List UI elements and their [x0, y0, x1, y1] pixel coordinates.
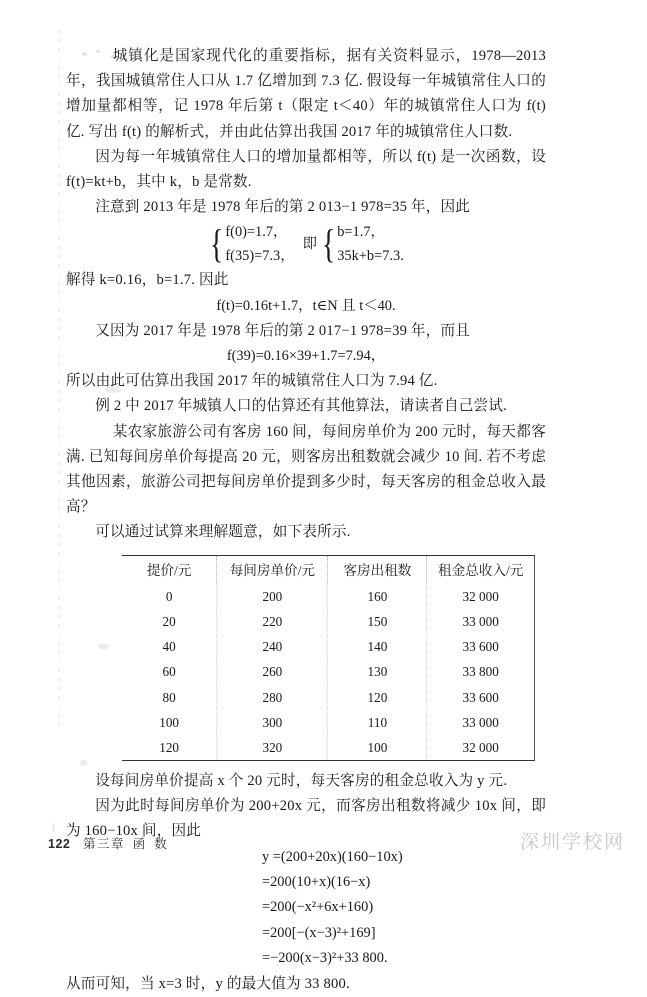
scan-smudge — [52, 823, 55, 832]
trial-calculation-table — [122, 556, 534, 760]
paragraph-note-2017: 又因为 2017 年是 1978 年后的第 2 017−1 978=39 年，而且 — [95, 322, 471, 339]
table-header-cell: 提价/元 — [122, 556, 217, 584]
derivation-line: =200(−x²+6x+160) — [262, 899, 374, 916]
table-cell: 33 600 — [462, 639, 499, 655]
chapter-title: 函 数 — [132, 837, 170, 851]
paragraph-example3-statement: 某农家旅游公司有客房 160 间，每间房单价为 200 元时，每天都客满. 已知每间房单价每提高 20 元，则客房出租数就会减少 10 间. 若不考虑其他因素，旅游公司把每间房单价提到多少时，每天客房的租金总收入最高？ — [66, 423, 546, 516]
table-cell: 260 — [217, 659, 328, 684]
table-row — [122, 735, 534, 760]
paragraph-note-2013: 注意到 2013 年是 1978 年后的第 2 013−1 978=35 年，因此 — [95, 199, 471, 216]
equation-line: b=1.7， — [337, 224, 385, 241]
table-cell: 20 — [122, 609, 217, 634]
table-cell: 32 000 — [462, 739, 499, 755]
table-header-row — [122, 556, 534, 584]
table-cell: 33 800 — [462, 664, 499, 680]
equation-ft: f(t)=0.16t+1.7，t∈N 且 t＜40. — [216, 297, 396, 314]
derivation-line: =−200(x−3)²+33 800. — [262, 950, 388, 967]
equation-f39: f(39)=0.16×39+1.7=7.94， — [226, 348, 386, 365]
right-brace-icon: { — [321, 221, 336, 267]
table-cell: 300 — [217, 710, 328, 735]
table-cell: 160 — [328, 584, 427, 609]
paragraph-conclusion-population: 所以由此可估算出我国 2017 年的城镇常住人口为 7.94 亿. — [66, 373, 438, 390]
paragraph-solve-kb: 解得 k=0.16，b=1.7. 因此 — [66, 272, 229, 289]
table-cell: 100 — [328, 735, 427, 760]
table-cell: 320 — [217, 735, 328, 760]
derivation-line: =200(10+x)(16−x) — [262, 873, 371, 890]
equation-system-left — [225, 220, 294, 268]
table-cell: 150 — [328, 609, 427, 634]
equation-line: f(0)=1.7， — [225, 224, 288, 241]
paragraph-other-methods: 例 2 中 2017 年城镇人口的估算还有其他算法，请读者自己尝试. — [95, 398, 507, 415]
table-cell: 60 — [122, 659, 217, 684]
table-cell: 0 — [122, 584, 217, 609]
page-number: 122 — [48, 837, 71, 851]
equation-system — [66, 220, 546, 268]
table-header-cell: 租金总收入/元 — [438, 562, 524, 578]
table-cell: 33 000 — [462, 613, 499, 629]
table-cell: 33 000 — [462, 714, 499, 730]
table-cell: 80 — [122, 684, 217, 709]
site-watermark: 深圳学校网 — [519, 832, 625, 853]
table-cell: 110 — [328, 710, 427, 735]
table-header-cell: 客房出租数 — [328, 556, 427, 584]
page-footer — [48, 834, 170, 852]
page-content — [66, 44, 546, 997]
table-cell: 240 — [217, 634, 328, 659]
scan-gutter-artifact — [58, 30, 60, 730]
table-cell: 33 600 — [462, 689, 499, 705]
table-cell: 140 — [328, 634, 427, 659]
table-cell: 100 — [122, 710, 217, 735]
equation-line: 35k+b=7.3. — [337, 248, 404, 265]
table-row — [122, 659, 534, 684]
equation-line: f(35)=7.3， — [225, 248, 295, 265]
paragraph-solution-linear: 因为每一年城镇常住人口的增加量都相等，所以 f(t) 是一次函数，设 f(t)=kt+b，其中 k，b 是常数. — [66, 148, 546, 191]
table-cell: 120 — [122, 735, 217, 760]
paragraph-table-intro: 可以通过试算来理解题意，如下表所示. — [95, 524, 351, 541]
equation-join-label: 即 — [302, 235, 318, 252]
table-cell: 220 — [217, 609, 328, 634]
equation-system-right — [337, 220, 404, 268]
trial-calculation-table-wrapper — [122, 555, 535, 761]
left-brace-icon: { — [210, 221, 224, 267]
table-row — [122, 584, 534, 609]
table-cell: 120 — [328, 684, 427, 709]
derivation-chain — [66, 845, 546, 972]
table-cell: 40 — [122, 634, 217, 659]
table-cell: 200 — [217, 584, 328, 609]
table-cell: 32 000 — [462, 588, 499, 604]
paragraph-model-setup: 因为此时每间房单价为 200+20x 元，而客房出租数将减少 10x 间，即为 160−10x 间，因此 — [66, 798, 546, 840]
paragraph-example2-statement: 城镇化是国家现代化的重要指标，据有关资料显示，1978—2013年，我国城镇常住人口从 1.7 亿增加到 7.3 亿. 假设每一年城镇常住人口的增加量都相等，记 1978 年后第 t（限定 t＜40）年的城镇常住人口为 f(t) 亿. 写出 f(t) 的解析式，并由此估算出我国 2017 年的城镇常住人口数. — [66, 48, 546, 140]
table-row — [122, 710, 534, 735]
table-row — [122, 634, 534, 659]
paragraph-set-variable: 设每间房单价提高 x 个 20 元时，每天客房的租金总收入为 y 元. — [95, 772, 508, 789]
table-cell: 280 — [217, 684, 328, 709]
paragraph-final-conclusion: 从而可知，当 x=3 时，y 的最大值为 33 800. — [66, 975, 350, 992]
derivation-line: y =(200+20x)(160−10x) — [262, 848, 403, 865]
table-row — [122, 609, 534, 634]
derivation-line: =200[−(x−3)²+169] — [262, 924, 376, 941]
table-row — [122, 684, 534, 709]
table-cell: 130 — [328, 659, 427, 684]
table-header-cell: 每间房单价/元 — [217, 556, 328, 584]
chapter-label: 第三章 — [82, 837, 125, 851]
